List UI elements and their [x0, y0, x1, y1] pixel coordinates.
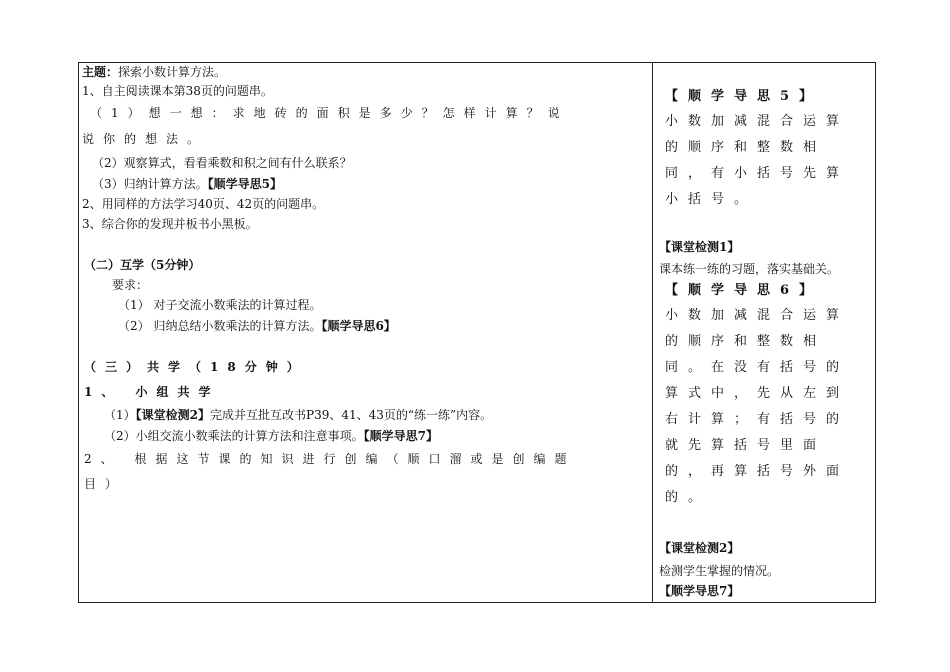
- guide-6-line: 右计算；有括号的: [665, 412, 850, 427]
- step-2-line: 2、用同样的方法学习40页、42页的问题串。: [82, 197, 325, 211]
- guide-5-line: 小数加减混合运算: [665, 114, 850, 129]
- guide-6-line: 的顺序和整数相: [665, 334, 827, 349]
- section-3-item-1b: [104, 428, 438, 444]
- section-2-item-1: （1） 对子交流小数乘法的计算过程。: [118, 298, 322, 312]
- section-3-item-2-line-a: 2、 根据这节课的知识进行创编（顺口溜或是创编题: [84, 452, 576, 466]
- section-3-item-2-line-b: 目）: [84, 477, 127, 491]
- column-divider: [652, 62, 653, 603]
- check-1-title: 【课堂检测1】: [659, 240, 740, 254]
- section-2-item-2-text: （2） 归纳总结小数乘法的计算方法。: [118, 319, 322, 333]
- guide-5-line: 同，有小括号先算: [665, 166, 850, 181]
- guide-6-title: 【顺学导思6】: [665, 283, 823, 298]
- section-3-title: （三）共学（18分钟）: [84, 360, 308, 374]
- check-2-tag: 【课堂检测2】: [135, 408, 210, 422]
- theme-line: [82, 64, 226, 80]
- section-3-item-1a-prefix: （1）: [104, 408, 136, 422]
- guide-5-line: 小括号。: [665, 192, 758, 207]
- guide-5-tag: 【顺学导思5】: [207, 177, 282, 191]
- section-3-item-1a: [104, 407, 492, 423]
- section-3-item-1: 1、 小组共学: [84, 385, 220, 399]
- theme-text: 探索小数计算方法。: [118, 65, 227, 79]
- guide-6-line: 就先算括号里面: [665, 438, 827, 453]
- step-3-line: 3、综合你的发现并板书小黑板。: [82, 217, 258, 231]
- guide-6-line: 的，再算括号外面: [665, 464, 850, 479]
- check-2-title: 【课堂检测2】: [659, 541, 740, 555]
- section-2-title: （二）互学（5分钟）: [84, 258, 201, 272]
- question-3-text: （3）归纳计算方法。: [92, 177, 208, 191]
- guide-7-tag: 【顺学导思7】: [363, 429, 438, 443]
- question-2-line: （2）观察算式，看看乘数和积之间有什么联系？: [92, 156, 352, 170]
- guide-6-line: 的。: [665, 490, 712, 505]
- guide-6-line: 算式中，先从左到: [665, 386, 850, 401]
- step-1-line: 1、自主阅读课本第38页的问题串。: [82, 84, 273, 98]
- question-1-line-b: 说你的想法。: [82, 132, 209, 146]
- guide-6-line: 小数加减混合运算: [665, 308, 850, 323]
- guide-6-line: 同。在没有括号的: [665, 360, 850, 375]
- section-3-item-1a-text: 完成并互批互改书P39、41、43页的“练一练”内容。: [210, 408, 493, 422]
- section-3-item-1b-text: （2）小组交流小数乘法的计算方法和注意事项。: [104, 429, 364, 443]
- guide-5-title: 【顺学导思5】: [665, 89, 823, 104]
- section-2-requirement: 要求：: [112, 278, 149, 292]
- guide-5-line: 的顺序和整数相: [665, 140, 827, 155]
- section-2-item-2: [118, 318, 396, 334]
- theme-label: 主题：: [82, 65, 119, 79]
- question-3-line: [92, 176, 282, 192]
- guide-6-tag: 【顺学导思6】: [321, 319, 396, 333]
- question-1-line-a: （1）想一想：求地砖的面积是多少？怎样计算？说: [90, 106, 569, 120]
- guide-7-title: 【顺学导思7】: [659, 584, 740, 598]
- check-2-text: 检测学生掌握的情况。: [659, 564, 780, 578]
- check-1-text: 课本练一练的习题，落实基础关。: [659, 262, 840, 276]
